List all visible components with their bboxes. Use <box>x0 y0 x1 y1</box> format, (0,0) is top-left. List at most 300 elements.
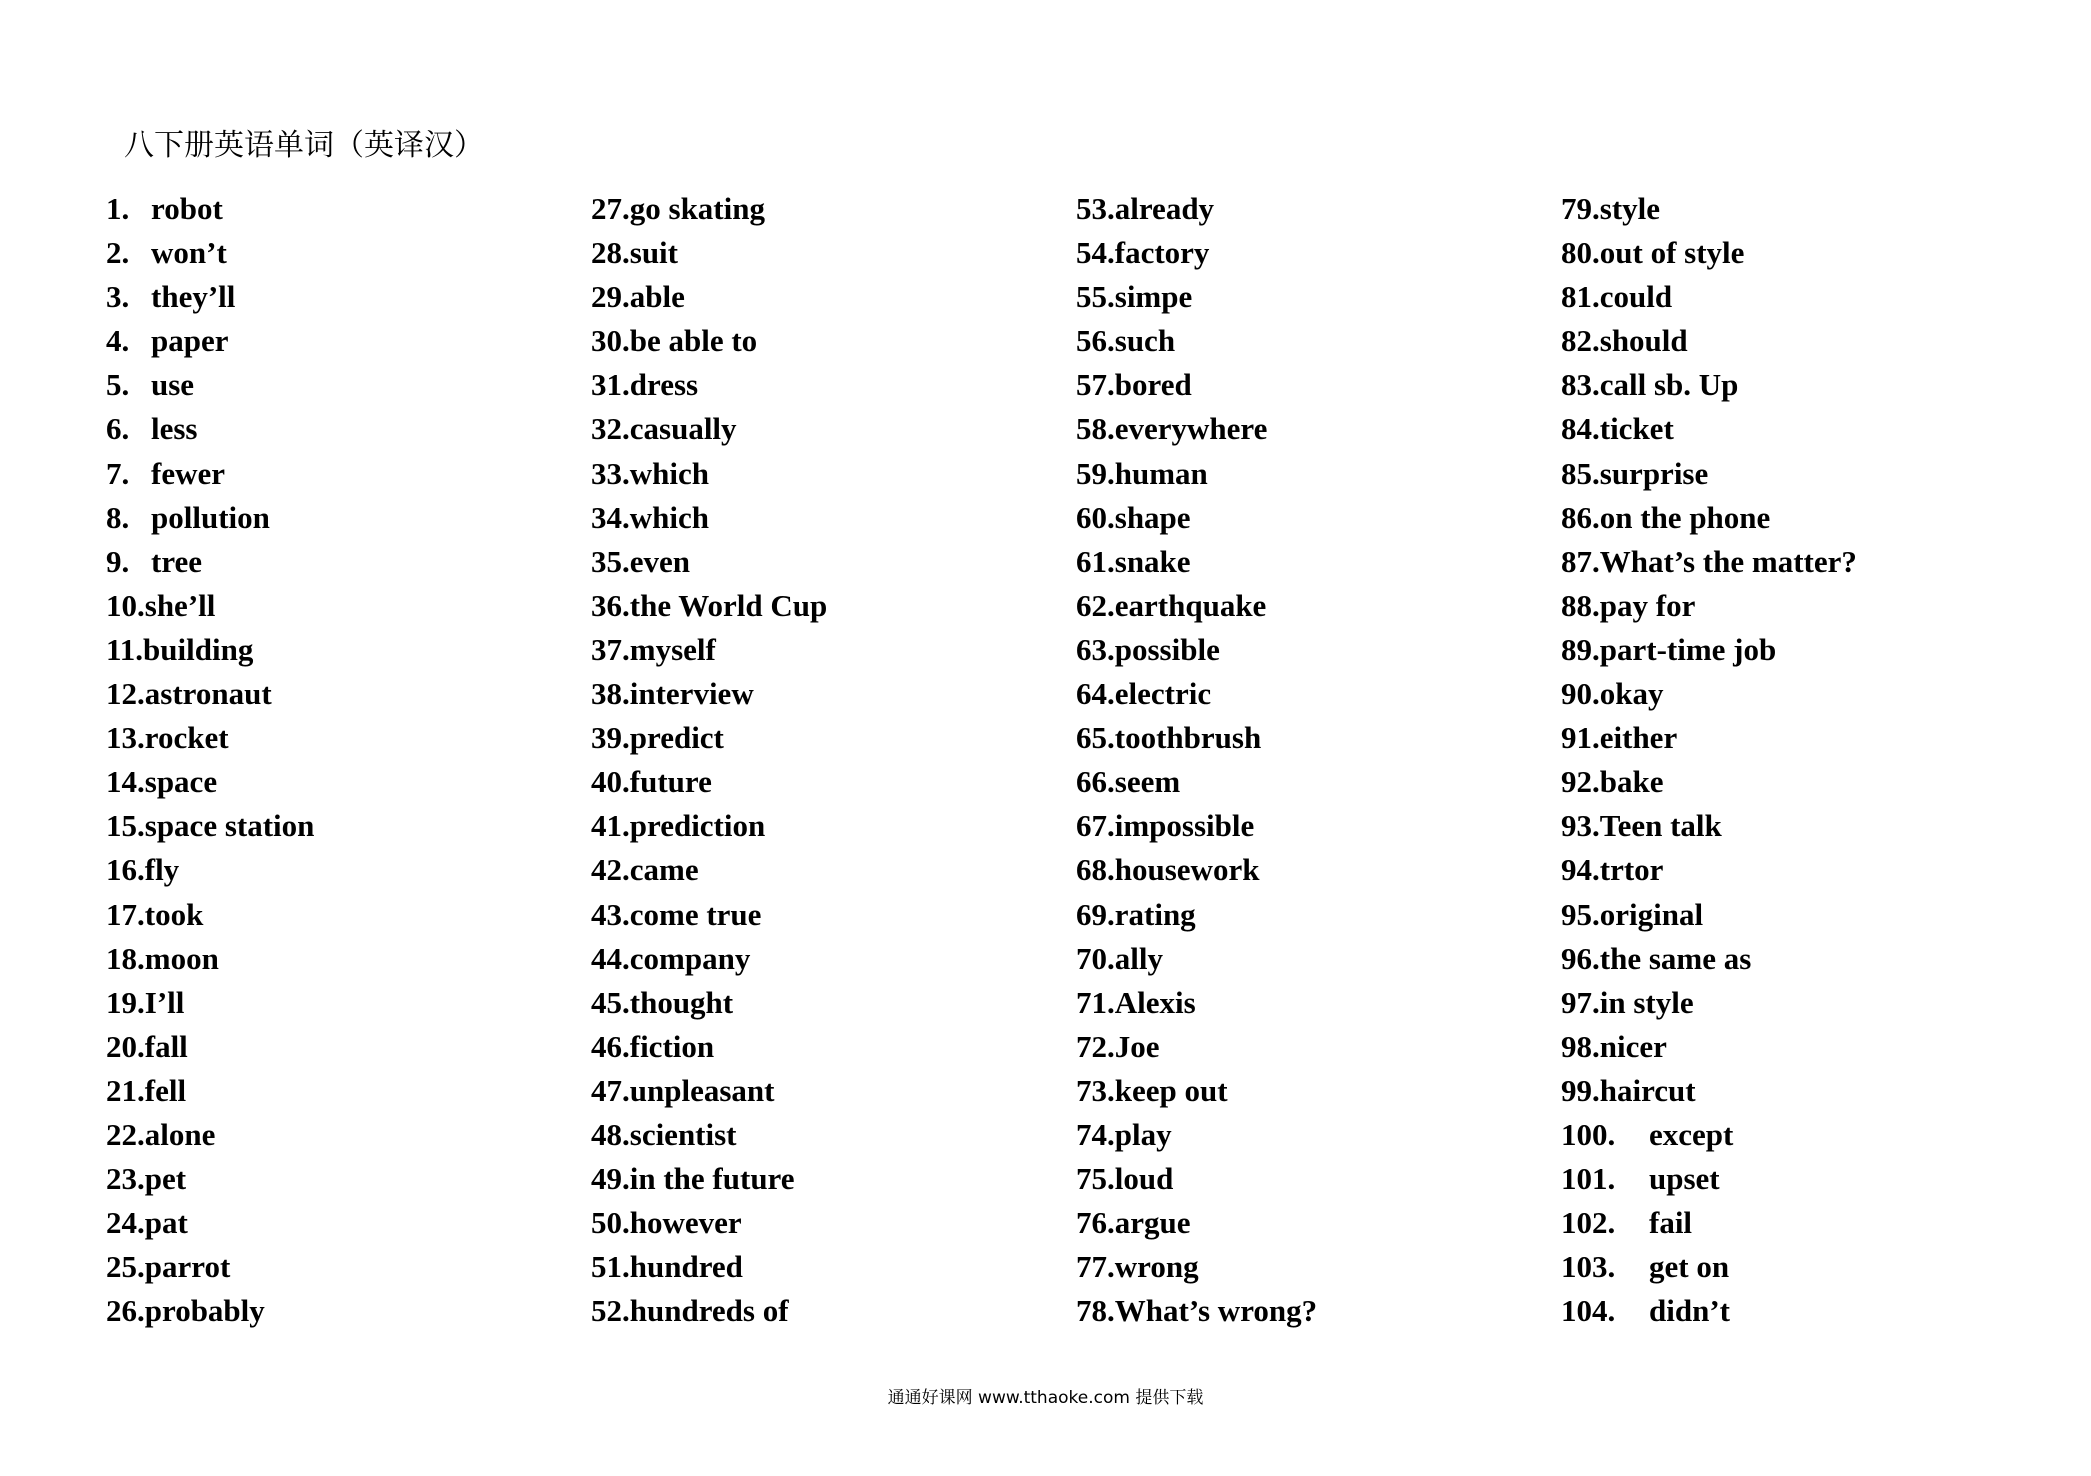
word-number: 32. <box>591 411 630 447</box>
word-text: casually <box>629 411 737 447</box>
word-item <box>106 584 314 628</box>
word-text: didn’t <box>1649 1293 1730 1329</box>
word-item <box>1076 407 1317 451</box>
word-number: 67. <box>1076 808 1115 844</box>
word-item <box>1076 716 1317 760</box>
word-item <box>1076 1289 1317 1333</box>
word-item <box>106 760 314 804</box>
word-text: predict <box>629 720 724 756</box>
word-text: What’s the matter? <box>1599 543 1857 579</box>
word-number: 53. <box>1076 191 1115 226</box>
word-item <box>1076 1201 1317 1245</box>
word-text: fiction <box>629 1028 715 1064</box>
word-text: in the future <box>629 1161 795 1197</box>
word-text: What’s wrong? <box>1114 1293 1318 1329</box>
word-text: building <box>143 631 254 667</box>
word-number: 60. <box>1076 499 1115 535</box>
word-number: 64. <box>1076 676 1115 712</box>
word-number: 30. <box>591 323 630 359</box>
word-item <box>106 1245 314 1289</box>
word-item <box>1561 1245 1857 1289</box>
word-text: surprise <box>1599 455 1709 491</box>
word-text: paper <box>151 323 229 359</box>
word-text: pat <box>144 1205 188 1241</box>
word-item <box>106 804 314 848</box>
word-number: 99. <box>1561 1072 1600 1108</box>
word-number: 31. <box>591 367 630 403</box>
word-number: 52. <box>591 1293 630 1329</box>
word-item <box>591 1069 827 1113</box>
word-number: 23. <box>106 1161 145 1197</box>
word-text: original <box>1599 896 1704 932</box>
word-number: 96. <box>1561 940 1600 976</box>
word-item <box>1561 584 1857 628</box>
word-number: 3. <box>106 279 130 315</box>
word-number: 36. <box>591 587 630 623</box>
word-item <box>1076 1157 1317 1201</box>
word-number: 43. <box>591 896 630 932</box>
word-item <box>106 231 314 275</box>
word-number: 37. <box>591 631 630 667</box>
word-text: okay <box>1599 676 1664 712</box>
word-number: 93. <box>1561 808 1600 844</box>
word-text: tree <box>151 543 203 579</box>
word-number: 27. <box>591 191 630 226</box>
word-number: 98. <box>1561 1028 1600 1064</box>
word-number: 68. <box>1076 852 1115 888</box>
word-text: Alexis <box>1114 984 1196 1020</box>
word-number: 97. <box>1561 984 1600 1020</box>
word-number: 50. <box>591 1205 630 1241</box>
word-text: alone <box>144 1116 216 1152</box>
word-number: 94. <box>1561 852 1600 888</box>
word-number: 103. <box>1561 1249 1616 1285</box>
word-number: 59. <box>1076 455 1115 491</box>
word-text: moon <box>144 940 219 976</box>
word-number: 2. <box>106 235 130 271</box>
word-text: fail <box>1649 1205 1693 1241</box>
word-number: 25. <box>106 1249 145 1285</box>
word-text: which <box>629 455 709 491</box>
word-text: myself <box>629 631 716 667</box>
word-text: pay for <box>1599 587 1696 623</box>
word-number: 9. <box>106 543 130 579</box>
word-number: 33. <box>591 455 630 491</box>
word-number: 90. <box>1561 676 1600 712</box>
word-item <box>591 804 827 848</box>
word-text: pet <box>144 1161 187 1197</box>
word-text: on the phone <box>1599 499 1771 535</box>
word-text: bake <box>1599 764 1664 800</box>
word-text: which <box>629 499 709 535</box>
word-item <box>1076 363 1317 407</box>
word-item <box>1076 804 1317 848</box>
word-text: be able to <box>629 323 758 359</box>
word-item <box>106 1113 314 1157</box>
word-number: 24. <box>106 1205 145 1241</box>
word-text: scientist <box>629 1116 737 1152</box>
word-number: 80. <box>1561 235 1600 271</box>
word-text: style <box>1599 191 1661 226</box>
word-text: future <box>629 764 712 800</box>
word-item <box>591 1289 827 1333</box>
word-number: 70. <box>1076 940 1115 976</box>
word-text: haircut <box>1599 1072 1696 1108</box>
word-text: I’ll <box>144 984 185 1020</box>
word-number: 8. <box>106 499 130 535</box>
word-item <box>106 1201 314 1245</box>
word-text: except <box>1649 1116 1734 1152</box>
word-text: company <box>629 940 751 976</box>
word-number: 61. <box>1076 543 1115 579</box>
word-number: 75. <box>1076 1161 1115 1197</box>
word-item <box>106 672 314 716</box>
word-number: 41. <box>591 808 630 844</box>
word-item <box>1076 452 1317 496</box>
word-number: 82. <box>1561 323 1600 359</box>
word-text: impossible <box>1114 808 1255 844</box>
word-text: either <box>1599 720 1678 756</box>
word-number: 86. <box>1561 499 1600 535</box>
word-item <box>1076 1025 1317 1069</box>
word-item <box>106 716 314 760</box>
word-number: 104. <box>1561 1293 1616 1329</box>
word-item <box>1076 540 1317 584</box>
word-number: 11. <box>106 631 144 667</box>
word-number: 100. <box>1561 1116 1616 1152</box>
word-number: 1. <box>106 191 130 226</box>
word-text: they’ll <box>151 279 236 315</box>
word-item <box>1076 231 1317 275</box>
word-item <box>106 1157 314 1201</box>
word-number: 22. <box>106 1116 145 1152</box>
word-number: 92. <box>1561 764 1600 800</box>
word-number: 84. <box>1561 411 1600 447</box>
word-item <box>106 937 314 981</box>
vocabulary-columns <box>0 187 2091 1337</box>
word-number: 57. <box>1076 367 1115 403</box>
word-number: 69. <box>1076 896 1115 932</box>
word-item <box>591 1201 827 1245</box>
word-item <box>1076 760 1317 804</box>
word-item <box>1561 1069 1857 1113</box>
word-text: hundred <box>629 1249 743 1285</box>
word-text: possible <box>1114 631 1220 667</box>
word-item <box>1561 275 1857 319</box>
word-text: pollution <box>151 499 270 535</box>
word-number: 44. <box>591 940 630 976</box>
word-text: dress <box>629 367 699 403</box>
word-number: 35. <box>591 543 630 579</box>
word-item <box>591 937 827 981</box>
word-text: fall <box>144 1028 188 1064</box>
word-item <box>106 1289 314 1333</box>
word-text: call sb. Up <box>1599 367 1739 403</box>
word-number: 81. <box>1561 279 1600 315</box>
word-item <box>1076 584 1317 628</box>
word-number: 55. <box>1076 279 1115 315</box>
word-text: robot <box>151 191 223 226</box>
word-item <box>106 363 314 407</box>
word-item <box>1076 187 1317 231</box>
word-text: the same as <box>1599 940 1752 976</box>
word-item <box>1561 363 1857 407</box>
word-number: 5. <box>106 367 130 403</box>
word-item <box>1561 187 1857 231</box>
word-text: go skating <box>629 191 765 226</box>
word-number: 63. <box>1076 631 1115 667</box>
word-text: probably <box>144 1293 265 1329</box>
word-item <box>1561 407 1857 451</box>
word-item <box>1076 628 1317 672</box>
word-item <box>1561 319 1857 363</box>
word-item <box>1076 1245 1317 1289</box>
word-text: the World Cup <box>629 587 828 623</box>
word-item <box>1076 275 1317 319</box>
word-text: won’t <box>151 235 227 271</box>
word-item <box>106 848 314 892</box>
word-text: trtor <box>1599 852 1664 888</box>
word-item <box>1076 981 1317 1025</box>
word-number: 45. <box>591 984 630 1020</box>
word-number: 48. <box>591 1116 630 1152</box>
word-column-2 <box>591 187 827 1333</box>
word-number: 73. <box>1076 1072 1115 1108</box>
word-item <box>1561 452 1857 496</box>
word-column-3 <box>1076 187 1317 1333</box>
word-item <box>106 187 314 231</box>
word-item <box>591 1245 827 1289</box>
word-text: upset <box>1649 1161 1720 1197</box>
word-item <box>106 628 314 672</box>
word-text: fly <box>144 852 180 888</box>
word-number: 46. <box>591 1028 630 1064</box>
word-number: 21. <box>106 1072 145 1108</box>
word-item <box>591 848 827 892</box>
word-item <box>591 452 827 496</box>
word-text: ally <box>1114 940 1163 976</box>
word-text: should <box>1599 323 1688 359</box>
word-text: in style <box>1599 984 1694 1020</box>
word-number: 20. <box>106 1028 145 1064</box>
word-number: 18. <box>106 940 145 976</box>
page-footer: 通通好课网 www.tthaoke.com 提供下载 <box>887 1388 1204 1408</box>
word-text: rocket <box>144 720 229 756</box>
word-item <box>1561 893 1857 937</box>
word-item <box>591 1025 827 1069</box>
word-item <box>106 981 314 1025</box>
word-number: 40. <box>591 764 630 800</box>
word-item <box>106 319 314 363</box>
word-number: 6. <box>106 411 130 447</box>
word-text: took <box>144 896 204 932</box>
word-item <box>591 319 827 363</box>
word-text: prediction <box>629 808 766 844</box>
word-text: loud <box>1114 1161 1174 1197</box>
word-number: 72. <box>1076 1028 1115 1064</box>
word-number: 14. <box>106 764 145 800</box>
word-item <box>591 1113 827 1157</box>
word-number: 10. <box>106 587 145 623</box>
word-text: came <box>629 852 699 888</box>
word-item <box>1561 1201 1857 1245</box>
word-item <box>1561 804 1857 848</box>
word-number: 34. <box>591 499 630 535</box>
word-item <box>591 1157 827 1201</box>
word-item <box>1561 1289 1857 1333</box>
word-text: unpleasant <box>629 1072 775 1108</box>
word-item <box>1076 1069 1317 1113</box>
word-number: 62. <box>1076 587 1115 623</box>
word-item <box>106 496 314 540</box>
word-number: 56. <box>1076 323 1115 359</box>
word-text: nicer <box>1599 1028 1667 1064</box>
word-item <box>591 716 827 760</box>
word-text: parrot <box>144 1249 231 1285</box>
word-item <box>591 893 827 937</box>
word-text: interview <box>629 676 754 712</box>
word-text: she’ll <box>144 587 216 623</box>
word-text: already <box>1114 191 1215 226</box>
word-item <box>591 760 827 804</box>
word-number: 13. <box>106 720 145 756</box>
word-item <box>591 540 827 584</box>
word-number: 29. <box>591 279 630 315</box>
word-text: ticket <box>1599 411 1674 447</box>
page-title: 八下册英语单词（英译汉） <box>124 128 484 163</box>
word-item <box>591 628 827 672</box>
word-text: Joe <box>1114 1028 1160 1064</box>
word-number: 19. <box>106 984 145 1020</box>
word-text: simpe <box>1114 279 1193 315</box>
word-text: astronaut <box>144 676 272 712</box>
word-item <box>1561 672 1857 716</box>
word-item <box>591 672 827 716</box>
word-item <box>106 452 314 496</box>
word-column-1 <box>106 187 314 1333</box>
word-text: such <box>1114 323 1176 359</box>
word-item <box>591 275 827 319</box>
word-number: 66. <box>1076 764 1115 800</box>
word-item <box>1561 1157 1857 1201</box>
word-item <box>1076 1113 1317 1157</box>
word-text: could <box>1599 279 1673 315</box>
word-number: 65. <box>1076 720 1115 756</box>
word-text: out of style <box>1599 235 1745 271</box>
word-text: earthquake <box>1114 587 1267 623</box>
word-text: snake <box>1114 543 1191 579</box>
word-item <box>591 231 827 275</box>
word-text: bored <box>1114 367 1192 403</box>
word-text: factory <box>1114 235 1210 271</box>
word-item <box>1561 628 1857 672</box>
word-text: use <box>151 367 195 403</box>
word-item <box>1561 1113 1857 1157</box>
word-item <box>1561 496 1857 540</box>
word-number: 38. <box>591 676 630 712</box>
word-number: 102. <box>1561 1205 1616 1241</box>
word-text: play <box>1114 1116 1172 1152</box>
word-item <box>591 584 827 628</box>
word-text: less <box>151 411 198 447</box>
word-item <box>591 496 827 540</box>
word-text: keep out <box>1114 1072 1228 1108</box>
word-number: 78. <box>1076 1293 1115 1329</box>
word-item <box>106 540 314 584</box>
word-text: human <box>1114 455 1208 491</box>
word-item <box>106 1069 314 1113</box>
word-number: 58. <box>1076 411 1115 447</box>
word-item <box>591 407 827 451</box>
word-text: argue <box>1114 1205 1191 1241</box>
word-number: 47. <box>591 1072 630 1108</box>
word-number: 49. <box>591 1161 630 1197</box>
word-text: Teen talk <box>1599 808 1722 844</box>
word-number: 51. <box>591 1249 630 1285</box>
word-item <box>1076 937 1317 981</box>
word-item <box>1561 848 1857 892</box>
word-number: 88. <box>1561 587 1600 623</box>
word-number: 83. <box>1561 367 1600 403</box>
word-item <box>1561 231 1857 275</box>
word-text: able <box>629 279 685 315</box>
word-number: 79. <box>1561 191 1600 226</box>
word-item <box>1561 716 1857 760</box>
word-text: hundreds of <box>629 1293 789 1329</box>
word-number: 42. <box>591 852 630 888</box>
word-text: fell <box>144 1072 187 1108</box>
word-number: 95. <box>1561 896 1600 932</box>
word-number: 91. <box>1561 720 1600 756</box>
word-text: housework <box>1114 852 1260 888</box>
word-number: 28. <box>591 235 630 271</box>
word-text: rating <box>1114 896 1196 932</box>
word-text: part-time job <box>1599 631 1777 667</box>
word-item <box>591 981 827 1025</box>
word-item <box>1076 672 1317 716</box>
word-number: 39. <box>591 720 630 756</box>
word-item <box>1561 540 1857 584</box>
word-text: fewer <box>151 455 225 491</box>
word-item <box>1076 893 1317 937</box>
word-number: 77. <box>1076 1249 1115 1285</box>
word-text: wrong <box>1114 1249 1199 1285</box>
word-item <box>591 187 827 231</box>
word-item <box>591 363 827 407</box>
word-column-4 <box>1561 187 1857 1333</box>
word-item <box>1076 319 1317 363</box>
word-text: electric <box>1114 676 1212 712</box>
word-item <box>106 893 314 937</box>
word-number: 16. <box>106 852 145 888</box>
word-item <box>106 1025 314 1069</box>
word-item <box>1561 760 1857 804</box>
word-text: thought <box>629 984 734 1020</box>
word-text: even <box>629 543 691 579</box>
word-text: toothbrush <box>1114 720 1262 756</box>
word-number: 89. <box>1561 631 1600 667</box>
word-number: 15. <box>106 808 145 844</box>
word-text: space station <box>144 808 315 844</box>
word-item <box>1076 496 1317 540</box>
word-item <box>1561 1025 1857 1069</box>
word-number: 76. <box>1076 1205 1115 1241</box>
word-number: 7. <box>106 455 130 491</box>
word-number: 4. <box>106 323 130 359</box>
word-item <box>106 275 314 319</box>
word-text: however <box>629 1205 742 1241</box>
word-number: 85. <box>1561 455 1600 491</box>
